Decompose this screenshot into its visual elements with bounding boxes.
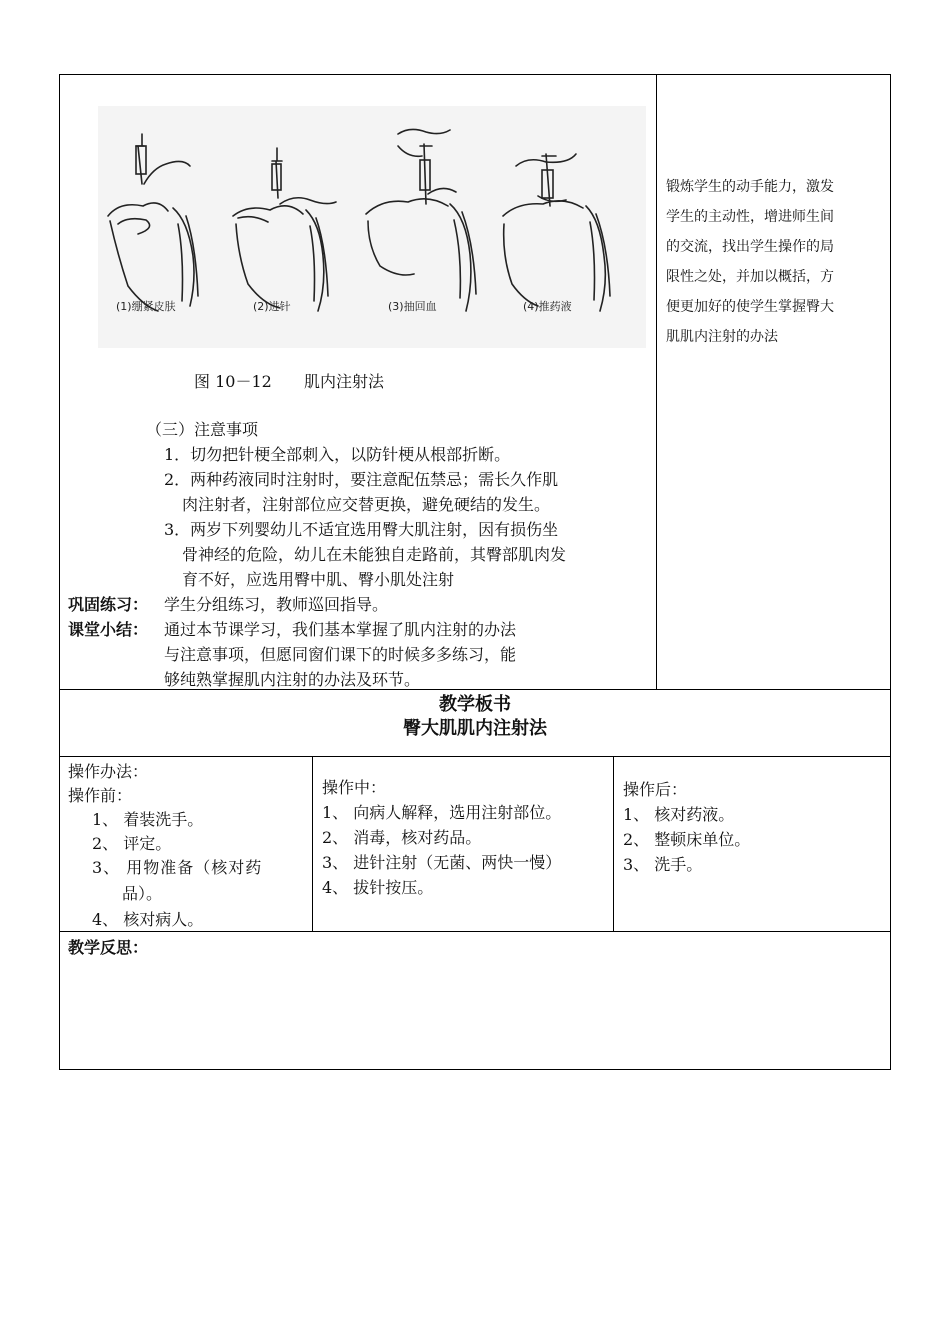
during-item: 2、 消毒，核对药品。: [322, 828, 482, 847]
table-border-left: [59, 74, 60, 1070]
note-item-3-cont: 骨神经的危险，幼儿在未能独自走路前，其臀部肌肉发: [182, 545, 567, 564]
row-divider-reflection: [59, 931, 891, 932]
after-item: 3、 洗手。: [623, 855, 703, 874]
reflection-label: 教学反思：: [68, 938, 149, 957]
before-item: 4、 核对病人。: [92, 910, 204, 929]
after-item: 2、 整顿床单位。: [623, 830, 751, 849]
step-label: (4)推药液: [523, 300, 572, 313]
summary-label: 课堂小结：: [68, 620, 149, 639]
figure-caption-title: 肌内注射法: [304, 372, 385, 391]
note-item-2: 2．两种药液同时注射时，要注意配伍禁忌；需长久作肌: [164, 470, 559, 489]
step-label: (3)抽回血: [388, 300, 437, 313]
during-item: 1、 向病人解释，选用注射部位。: [322, 803, 562, 822]
table-border-bottom: [59, 1069, 891, 1070]
before-item: 2、 评定。: [92, 834, 172, 853]
side-note-line: 的交流，找出学生操作的局: [666, 239, 834, 255]
step-label: (2)进针: [253, 300, 291, 313]
note-item-1: 1．切勿把针梗全部刺入，以防针梗从根部折断。: [164, 445, 511, 464]
before-subtitle: 操作前：: [68, 786, 133, 805]
side-note-line: 肌肌内注射的办法: [666, 329, 778, 345]
note-item-3-cont: 育不好，应选用臀中肌、臀小肌处注射: [182, 570, 455, 589]
before-item: 1、 着装洗手。: [92, 810, 204, 829]
side-note-line: 学生的主动性，增进师生间: [666, 209, 834, 225]
side-note: [666, 172, 874, 352]
practice-text: 学生分组练习，教师巡回指导。: [164, 595, 389, 614]
summary-line: 与注意事项，但愿同窗们课下的时候多多练习，能: [164, 645, 517, 664]
practice-label: 巩固练习：: [68, 595, 149, 614]
board-heading: 教学板书: [439, 694, 511, 715]
before-title: 操作办法：: [68, 762, 149, 781]
during-item: 3、 进针注射（无菌、两快一慢）: [322, 853, 562, 872]
summary-line: 通过本节课学习，我们基本掌握了肌内注射的办法: [164, 620, 517, 639]
column-divider-after: [613, 756, 614, 932]
after-title: 操作后：: [623, 780, 688, 799]
injection-figure: [98, 106, 646, 348]
notes-heading: （三）注意事项: [146, 420, 259, 439]
row-divider-steps: [59, 756, 891, 757]
table-border-right: [890, 74, 891, 1070]
column-divider-during: [312, 756, 313, 932]
after-item: 1、 核对药液。: [623, 805, 735, 824]
before-item: 3、 用物准备（核对药: [92, 858, 263, 877]
during-title: 操作中：: [322, 778, 387, 797]
figure-caption-number: 图 10－12: [194, 372, 272, 391]
note-item-2-cont: 肉注射者，注射部位应交替更换，避免硬结的发生。: [182, 495, 551, 514]
column-divider-side: [656, 74, 657, 690]
table-border-top: [59, 74, 891, 75]
side-note-line: 锻炼学生的动手能力，激发: [666, 179, 834, 195]
side-note-line: 便更加好的使学生掌握臀大: [666, 299, 834, 315]
board-title: 臀大肌肌内注射法: [403, 718, 547, 739]
note-item-3: 3．两岁下列婴幼儿不适宜选用臀大肌注射，因有损伤坐: [164, 520, 559, 539]
summary-line: 够纯熟掌握肌内注射的办法及环节。: [164, 670, 421, 689]
during-item: 4、 拔针按压。: [322, 878, 434, 897]
before-item-cont: 品）。: [122, 884, 163, 903]
step-label: (1)绷紧皮肤: [116, 300, 176, 313]
side-note-line: 限性之处，并加以概括，方: [666, 269, 834, 285]
